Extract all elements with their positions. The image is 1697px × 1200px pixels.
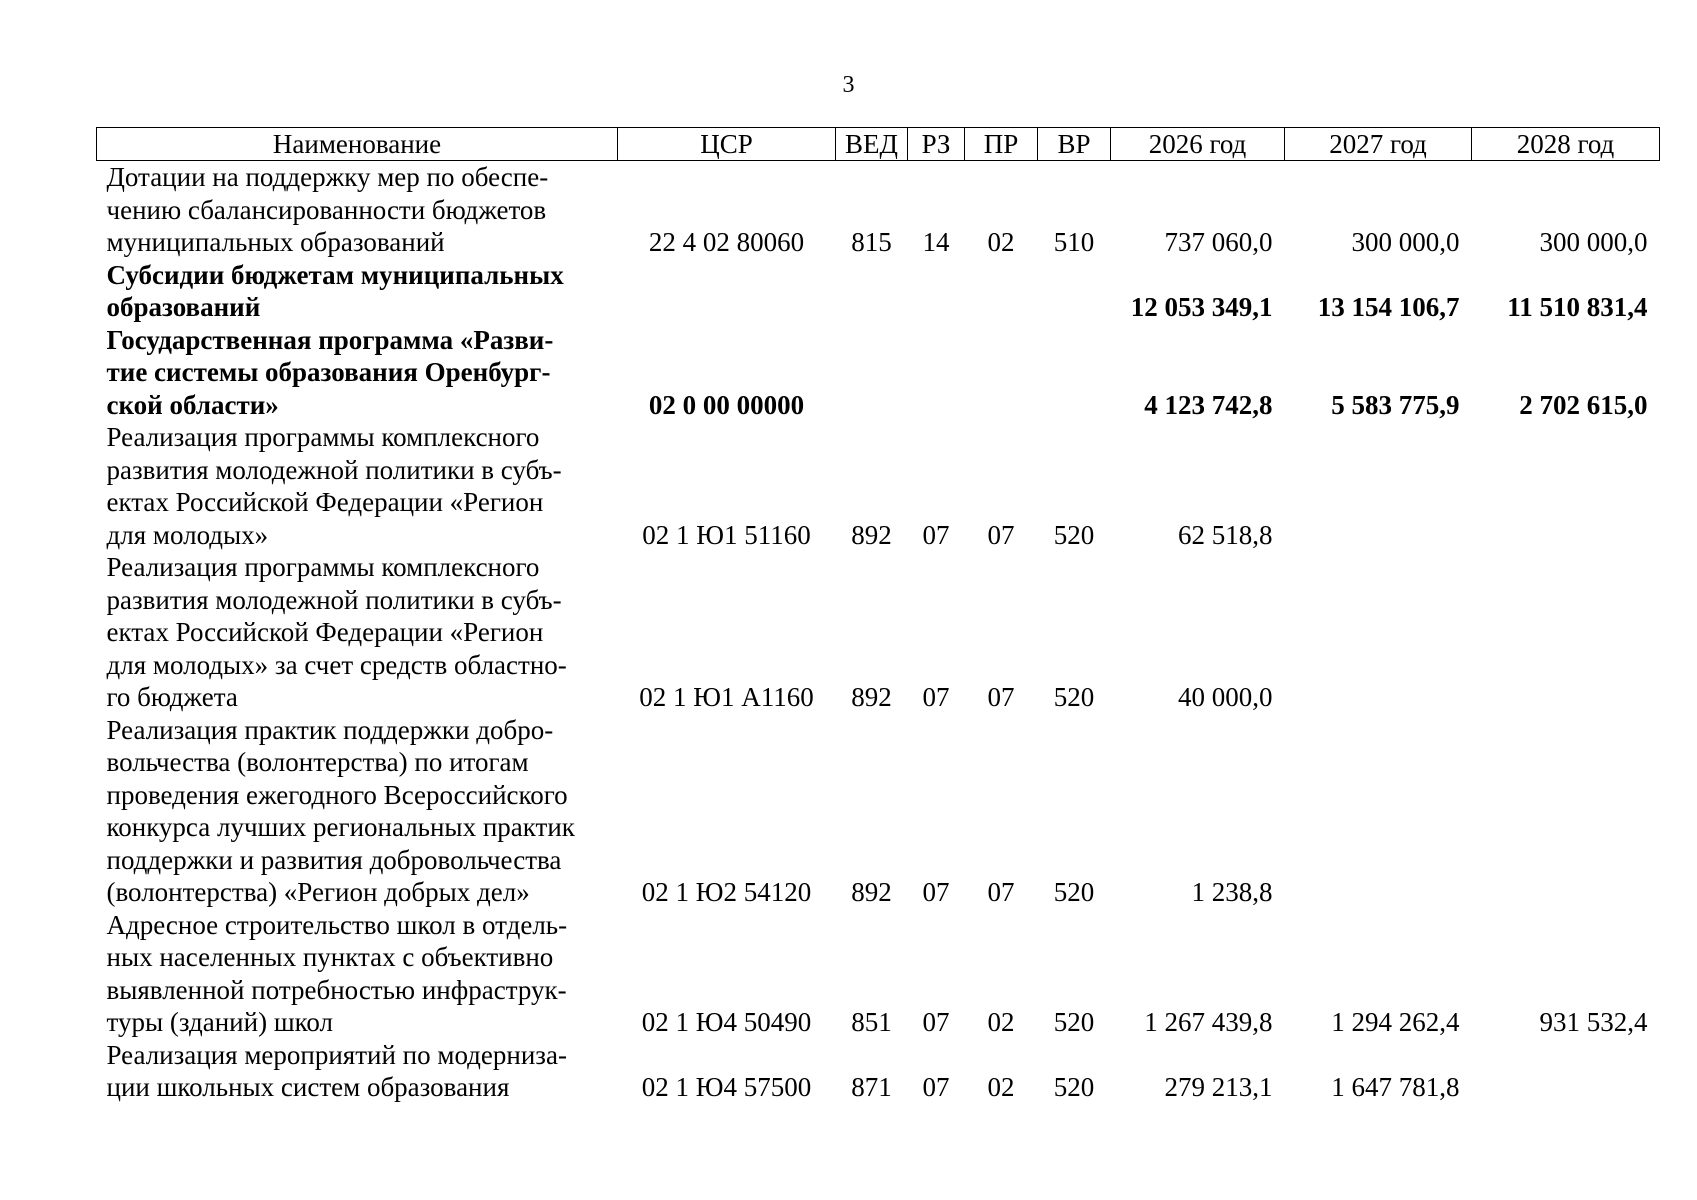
cell-csr — [618, 259, 836, 324]
cell-ved: 871 — [851, 1072, 892, 1102]
cell-vr: 510 — [1053, 227, 1095, 257]
table-body — [97, 161, 1660, 1104]
cell-csr: 02 1 Ю1 А1160 — [639, 682, 814, 712]
cell-rz: 07 — [922, 1072, 950, 1102]
cell-name: Государственная программа «Разви- тие системы образования Оренбург- ской области» — [106, 324, 554, 420]
page-number: 3 — [842, 72, 855, 98]
table-row — [97, 259, 1660, 324]
cell-ved: 892 — [851, 519, 892, 550]
cell-csr: 02 1 Ю4 50490 — [641, 1007, 812, 1037]
cell-2028 — [1472, 1039, 1660, 1104]
cell-2026: 12 053 349,1 — [1130, 292, 1273, 322]
cell-pr: 02 — [987, 1007, 1015, 1037]
cell-2027 — [1285, 714, 1472, 909]
header-2026: 2026 год — [1111, 128, 1285, 161]
cell-rz: 14 — [922, 227, 950, 257]
cell-2026: 279 213,1 — [1164, 1072, 1273, 1102]
cell-2027: 1 294 262,4 — [1331, 1007, 1460, 1037]
cell-vr: 520 — [1053, 519, 1095, 550]
cell-2028 — [1472, 421, 1660, 551]
cell-ved — [836, 259, 908, 324]
cell-2028 — [1472, 551, 1660, 714]
cell-2028: 11 510 831,4 — [1507, 292, 1648, 322]
cell-name: Адресное строительство школ в отдель- ных населенных пунктах с объективно выявленной потребностью инфраструк- туры (зданий) школ — [106, 909, 568, 1037]
cell-rz: 07 — [922, 682, 950, 712]
header-name: Наименование — [97, 128, 618, 161]
cell-2028: 931 532,4 — [1539, 1007, 1648, 1037]
cell-2026: 62 518,8 — [1178, 519, 1273, 550]
cell-csr: 02 1 Ю4 57500 — [641, 1072, 812, 1102]
header-vr: ВР — [1038, 128, 1111, 161]
cell-2026: 1 238,8 — [1191, 877, 1273, 907]
cell-name: Реализация программы комплексного развития молодежной политики в субъ- ектах Российской Федерации «Регион для молодых» за счет средств областно- го бюджета — [106, 552, 567, 712]
cell-vr: 520 — [1053, 1007, 1095, 1037]
budget-table — [96, 127, 1660, 1104]
cell-ved: 851 — [851, 1007, 892, 1037]
cell-2026: 1 267 439,8 — [1144, 1007, 1273, 1037]
header-pr: ПР — [965, 128, 1038, 161]
header-ved: ВЕД — [836, 128, 908, 161]
table-header — [97, 128, 1660, 161]
cell-csr: 02 1 Ю2 54120 — [641, 877, 812, 907]
cell-2027: 1 647 781,8 — [1331, 1072, 1460, 1102]
cell-2026: 737 060,0 — [1164, 227, 1273, 257]
header-csr: ЦСР — [618, 128, 836, 161]
cell-rz: 07 — [922, 519, 950, 550]
table-row — [97, 551, 1660, 714]
cell-vr — [1038, 324, 1111, 422]
cell-2027: 13 154 106,7 — [1317, 292, 1460, 322]
header-2028: 2028 год — [1472, 128, 1660, 161]
cell-pr: 07 — [987, 519, 1015, 550]
cell-2028 — [1472, 714, 1660, 909]
cell-2028: 2 702 615,0 — [1519, 389, 1648, 420]
header-2027: 2027 год — [1285, 128, 1472, 161]
cell-rz: 07 — [922, 877, 950, 907]
header-rz: РЗ — [908, 128, 965, 161]
cell-pr: 07 — [987, 682, 1015, 712]
cell-vr: 520 — [1053, 877, 1095, 907]
cell-ved: 815 — [851, 227, 892, 257]
cell-csr: 02 0 00 00000 — [648, 389, 805, 420]
cell-name: Реализация практик поддержки добро- вольчества (волонтерства) по итогам проведения ежегодного Всероссийского конкурса лучших региональных практик поддержки и развития добровольчества (волонтерства) «Регион добрых дел» — [106, 714, 575, 907]
cell-2027: 300 000,0 — [1351, 227, 1460, 257]
table-row — [97, 161, 1660, 259]
cell-pr: 02 — [987, 227, 1015, 257]
cell-csr: 02 1 Ю1 51160 — [642, 519, 811, 550]
cell-vr: 520 — [1053, 682, 1095, 712]
table-row — [97, 1039, 1660, 1104]
cell-name: Субсидии бюджетам муниципальных образований — [106, 259, 564, 322]
cell-rz — [908, 324, 965, 422]
cell-rz — [908, 259, 965, 324]
cell-2027: 5 583 775,9 — [1331, 389, 1460, 420]
table-row — [97, 324, 1660, 422]
table-row — [97, 714, 1660, 909]
cell-rz: 07 — [922, 1007, 950, 1037]
cell-name: Реализация мероприятий по модерниза- ции школьных систем образования — [106, 1039, 567, 1102]
header-row — [97, 128, 1660, 161]
cell-name: Дотации на поддержку мер по обеспе- чению сбалансированности бюджетов муниципальных образований — [106, 162, 549, 257]
cell-ved: 892 — [851, 877, 892, 907]
cell-ved — [836, 324, 908, 422]
cell-pr: 07 — [987, 877, 1015, 907]
cell-2027 — [1285, 551, 1472, 714]
cell-2028: 300 000,0 — [1539, 227, 1648, 257]
table-row — [97, 421, 1660, 551]
cell-vr — [1038, 259, 1111, 324]
cell-2026: 4 123 742,8 — [1144, 389, 1273, 420]
cell-vr: 520 — [1053, 1072, 1095, 1102]
cell-pr — [965, 324, 1038, 422]
cell-2027 — [1285, 421, 1472, 551]
cell-pr: 02 — [987, 1072, 1015, 1102]
cell-pr — [965, 259, 1038, 324]
cell-name: Реализация программы комплексного развития молодежной политики в субъ- ектах Российской Федерации «Регион для молодых» — [106, 422, 562, 550]
table-row — [97, 909, 1660, 1039]
cell-ved: 892 — [851, 682, 892, 712]
cell-csr: 22 4 02 80060 — [648, 227, 805, 257]
cell-2026: 40 000,0 — [1178, 682, 1273, 712]
